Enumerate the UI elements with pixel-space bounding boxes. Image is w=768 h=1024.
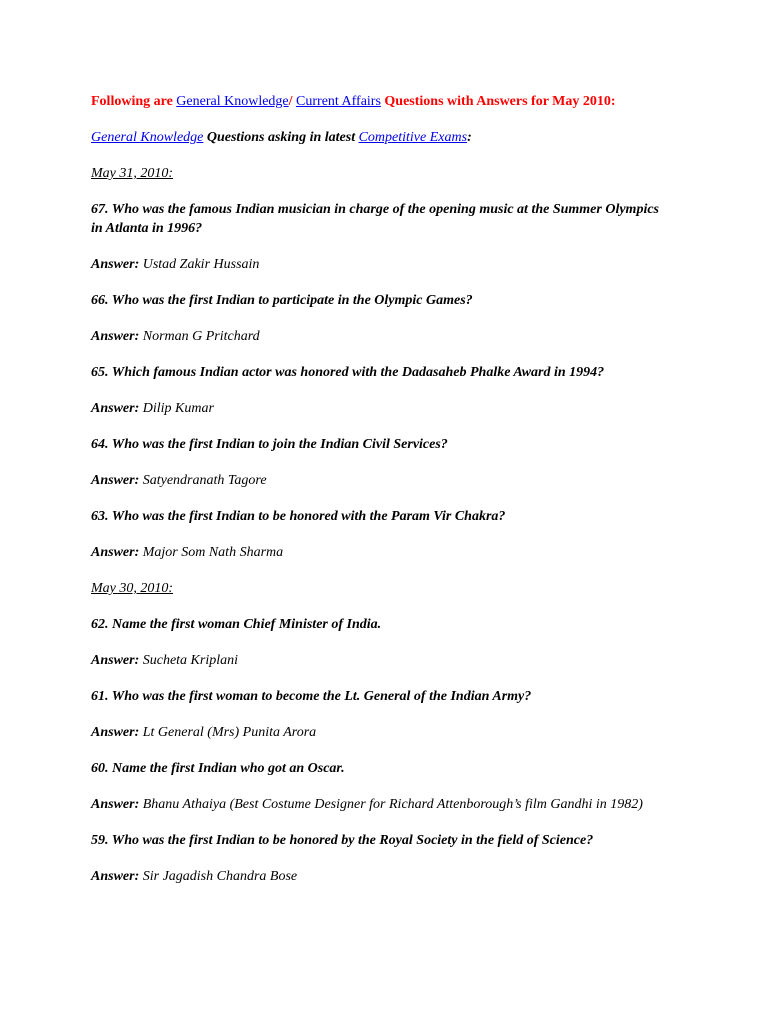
intro-prefix: Following are (91, 94, 177, 109)
answer-text: Dilip Kumar (142, 401, 214, 416)
subintro-middle: Questions asking in latest (203, 130, 359, 145)
question: 63. Who was the first Indian to be honored with the Param Vir Chakra? (91, 509, 506, 524)
question: 66. Who was the first Indian to participate in the Olympic Games? (91, 293, 473, 308)
intro-line (91, 92, 671, 111)
answer-label: Answer: (91, 725, 140, 740)
answer-text: Major Som Nath Sharma (142, 545, 284, 560)
answer-label: Answer: (91, 401, 140, 416)
subintro-suffix: : (467, 130, 472, 145)
answer-label: Answer: (91, 797, 140, 812)
answer (91, 651, 671, 670)
question: 65. Which famous Indian actor was honored with the Dadasaheb Phalke Award in 1994? (91, 365, 605, 380)
general-knowledge-link[interactable]: General Knowledge (176, 94, 289, 109)
answer-label: Answer: (91, 473, 140, 488)
answer (91, 255, 671, 274)
competitive-exams-link[interactable]: Competitive Exams (358, 130, 468, 145)
answer (91, 543, 671, 562)
answer-label: Answer: (91, 653, 140, 668)
answer-label: Answer: (91, 545, 140, 560)
intro-suffix: Questions with Answers for May 2010: (380, 94, 616, 109)
answer (91, 399, 671, 418)
question: 60. Name the first Indian who got an Oscar. (91, 761, 345, 776)
answer-text: Satyendranath Tagore (142, 473, 267, 488)
answer (91, 867, 671, 886)
question: 61. Who was the first woman to become the Lt. General of the Indian Army? (91, 689, 532, 704)
question: 64. Who was the first Indian to join the Indian Civil Services? (91, 437, 448, 452)
section-date: May 30, 2010: (91, 581, 174, 596)
subintro-line (91, 128, 671, 147)
answer (91, 795, 671, 814)
current-affairs-link[interactable]: Current Affairs (296, 94, 381, 109)
answer-label: Answer: (91, 869, 140, 884)
general-knowledge-link-2[interactable]: General Knowledge (91, 130, 204, 145)
answer (91, 327, 671, 346)
answer (91, 471, 671, 490)
answer-label: Answer: (91, 257, 140, 272)
section-date: May 31, 2010: (91, 166, 174, 181)
answer-text: Sir Jagadish Chandra Bose (142, 869, 298, 884)
answer-text: Norman G Pritchard (142, 329, 260, 344)
answer (91, 723, 671, 742)
qa-sections (91, 164, 671, 886)
question: 59. Who was the first Indian to be honored by the Royal Society in the field of Science? (91, 833, 594, 848)
question: 62. Name the first woman Chief Minister of India. (91, 617, 382, 632)
intro-separator: / (288, 94, 297, 109)
answer-label: Answer: (91, 329, 140, 344)
question: 67. Who was the famous Indian musician in charge of the opening music at the Summer Olympics in Atlanta in 1996? (91, 202, 659, 236)
answer-text: Bhanu Athaiya (Best Costume Designer for Richard Attenborough’s film Gandhi in 1982) (142, 797, 643, 812)
document-page (91, 92, 671, 903)
answer-text: Lt General (Mrs) Punita Arora (142, 725, 317, 740)
answer-text: Sucheta Kriplani (142, 653, 239, 668)
answer-text: Ustad Zakir Hussain (142, 257, 260, 272)
